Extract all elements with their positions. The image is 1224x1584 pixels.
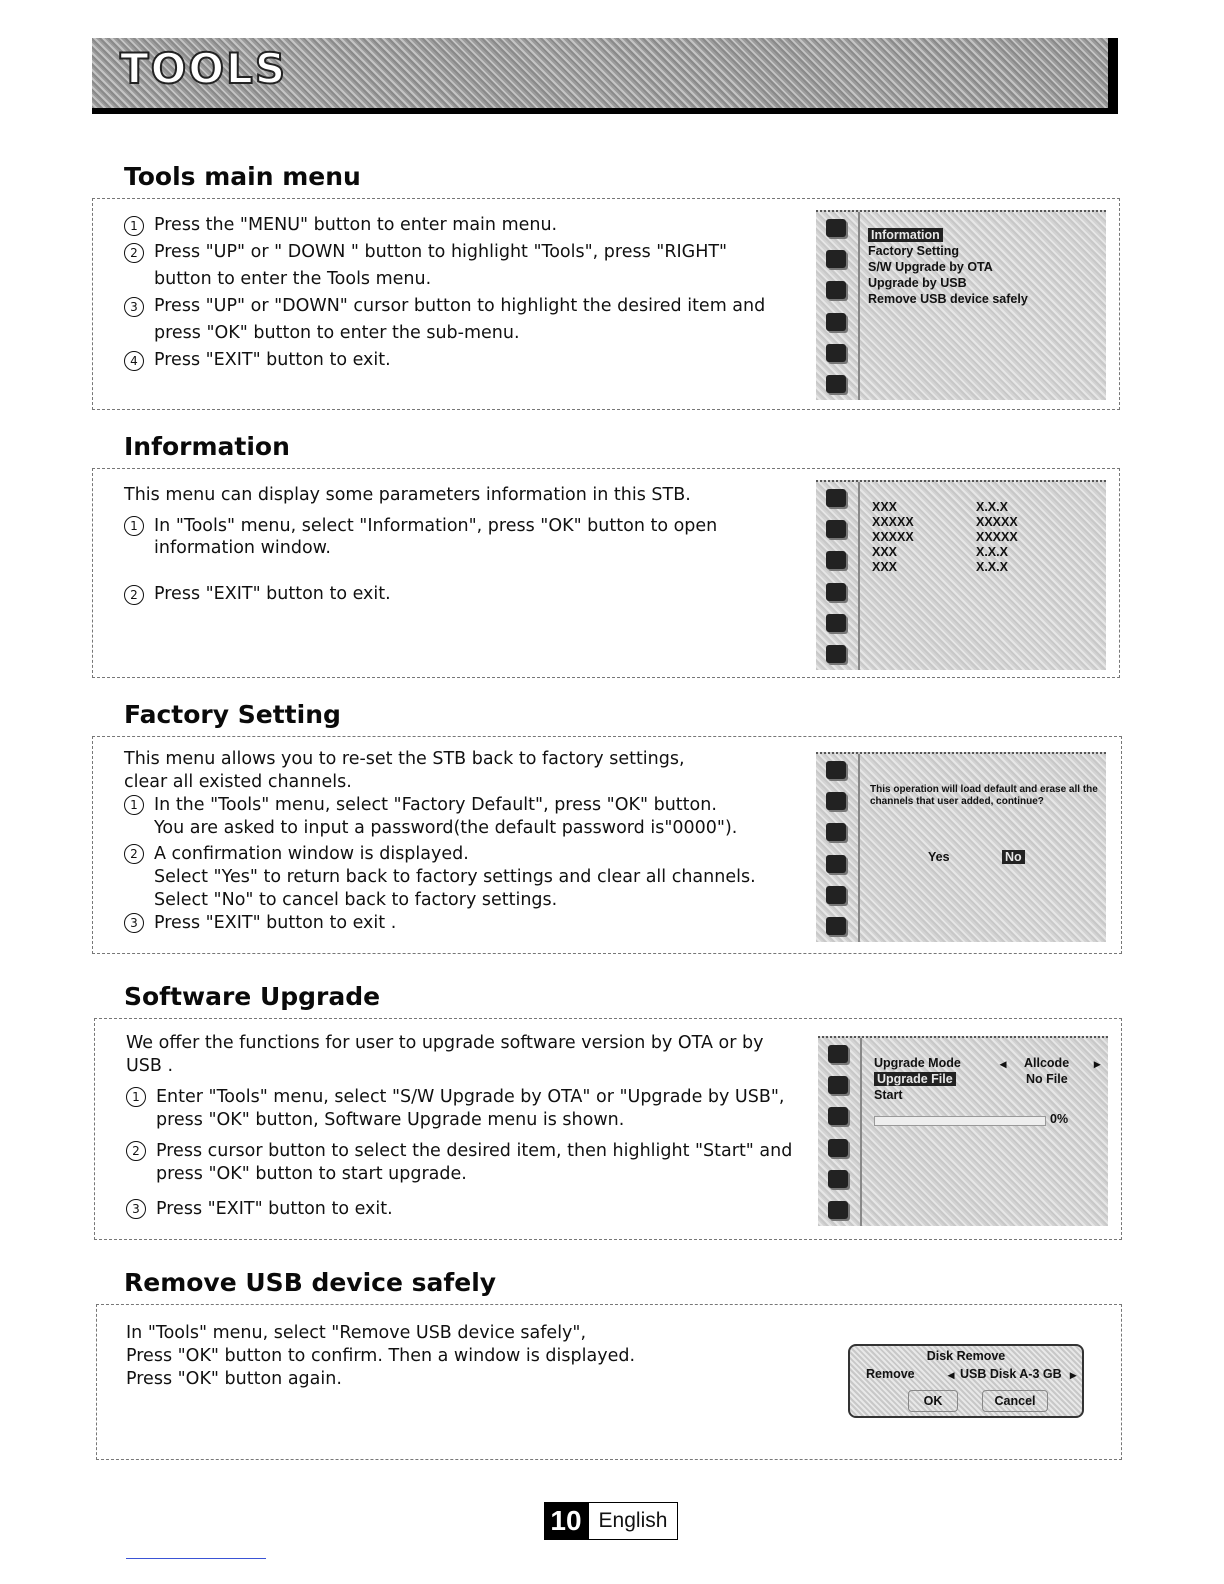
media-icon bbox=[826, 645, 846, 663]
step-text: Press the "MENU" button to enter main menu. bbox=[154, 215, 558, 235]
screen-divider bbox=[860, 1038, 862, 1226]
tools-icon bbox=[828, 1139, 848, 1157]
step-text: Press "UP" or " DOWN " button to highlight "Tools", press "RIGHT" button to enter the Tools menu. bbox=[154, 242, 728, 289]
step-item bbox=[126, 1086, 796, 1132]
screen-divider bbox=[858, 482, 860, 670]
step-number: 3 bbox=[124, 913, 144, 933]
section-title-main-menu: Tools main menu bbox=[124, 162, 361, 191]
section-title-remove-usb: Remove USB device safely bbox=[124, 1268, 497, 1297]
info-row-label: XXX bbox=[872, 500, 898, 514]
step-number: 1 bbox=[124, 216, 144, 236]
dialog-remove-label: Remove bbox=[866, 1367, 915, 1381]
info-row-value: XXXXX bbox=[976, 515, 1018, 529]
screen-menu-item: S/W Upgrade by OTA bbox=[868, 260, 993, 274]
media-icon bbox=[826, 375, 846, 393]
satellite-icon bbox=[828, 1076, 848, 1094]
step-text: In "Tools" menu, select "Information", press "OK" button to open information window. bbox=[154, 516, 718, 558]
step-text: In the "Tools" menu, select "Factory Default", press "OK" button. bbox=[154, 795, 717, 815]
upgrade-intro: We offer the functions for user to upgrade software version by OTA or by USB . bbox=[126, 1033, 764, 1076]
screen-upgrade-file-value: No File bbox=[1026, 1072, 1068, 1086]
footer-rule bbox=[126, 1558, 266, 1559]
media-icon bbox=[826, 917, 846, 935]
step-text: Press "EXIT" button to exit . bbox=[154, 913, 397, 933]
satellite-icon bbox=[826, 250, 846, 268]
tools-icon bbox=[826, 583, 846, 601]
step-text: Enter "Tools" menu, select "S/W Upgrade by OTA" or "Upgrade by USB", press "OK" button, Software Upgrade menu is shown. bbox=[156, 1087, 785, 1130]
remove-usb-line: Press "OK" button again. bbox=[126, 1369, 342, 1389]
screen-menu-item: Upgrade by USB bbox=[868, 276, 967, 290]
step-item bbox=[124, 239, 774, 293]
step-text: Select "No" to cancel back to factory settings. bbox=[154, 890, 558, 910]
step-item bbox=[124, 212, 774, 239]
left-arrow-icon: ◂ bbox=[948, 1368, 955, 1382]
step-text: Press "EXIT" button to exit. bbox=[154, 350, 391, 370]
right-arrow-icon: ▸ bbox=[1070, 1368, 1077, 1382]
step-number: 1 bbox=[126, 1087, 146, 1107]
upgrade-text bbox=[126, 1032, 796, 1221]
game-icon bbox=[828, 1170, 848, 1188]
step-text: You are asked to input a password(the default password is"0000"). bbox=[154, 818, 738, 838]
step-text: Select "Yes" to return back to factory settings and clear all channels. bbox=[154, 867, 756, 887]
dialog-disk-value: USB Disk A-3 GB bbox=[960, 1367, 1062, 1381]
screen-progress-value: 0% bbox=[1050, 1112, 1069, 1126]
tools-icon bbox=[826, 855, 846, 873]
screen-progress-bar bbox=[874, 1116, 1046, 1126]
section-title-software-upgrade: Software Upgrade bbox=[124, 982, 381, 1011]
info-row-label: XXX bbox=[872, 545, 898, 559]
screen-upgrade-mode-label: Upgrade Mode bbox=[874, 1056, 961, 1070]
step-number: 1 bbox=[124, 795, 144, 815]
dialog-cancel-button[interactable]: Cancel bbox=[982, 1390, 1048, 1412]
dialog-ok-button[interactable]: OK bbox=[908, 1390, 958, 1412]
section-title-information: Information bbox=[124, 432, 290, 461]
info-row-label: XXX bbox=[872, 560, 898, 574]
page-number: 10 bbox=[544, 1502, 588, 1540]
step-item bbox=[124, 581, 784, 608]
screen-icon-column bbox=[816, 754, 856, 942]
screen-menu-item: Remove USB device safely bbox=[868, 292, 1028, 306]
step-number: 3 bbox=[126, 1199, 146, 1219]
screen-upgrade-mode-value: Allcode bbox=[1024, 1056, 1070, 1070]
step-number: 2 bbox=[124, 844, 144, 864]
screenshot-information bbox=[816, 480, 1106, 670]
info-row-value: X.X.X bbox=[976, 500, 1008, 514]
tv-icon bbox=[828, 1045, 848, 1063]
media-icon bbox=[828, 1201, 848, 1219]
information-text bbox=[124, 482, 784, 608]
page-language: English bbox=[588, 1502, 678, 1540]
step-number: 2 bbox=[126, 1141, 146, 1161]
factory-intro-line: clear all existed channels. bbox=[124, 772, 352, 792]
step-item bbox=[124, 843, 804, 912]
info-row-label: XXXXX bbox=[872, 515, 914, 529]
screen-divider bbox=[858, 754, 860, 942]
step-item bbox=[124, 912, 804, 935]
game-icon bbox=[826, 344, 846, 362]
tools-icon bbox=[826, 313, 846, 331]
step-text: Press "UP" or "DOWN" cursor button to highlight the desired item and press "OK" button to enter the sub-menu. bbox=[154, 296, 766, 343]
screen-left-arrow-icon: ◂ bbox=[1000, 1057, 1007, 1071]
step-item bbox=[126, 1140, 796, 1186]
step-number: 2 bbox=[124, 585, 144, 605]
remove-usb-line: Press "OK" button to confirm. Then a window is displayed. bbox=[126, 1346, 636, 1366]
screen-yes-button: Yes bbox=[928, 850, 950, 864]
step-item bbox=[124, 515, 784, 559]
info-row-value: X.X.X bbox=[976, 545, 1008, 559]
screen-icon-column bbox=[816, 482, 856, 670]
game-icon bbox=[826, 886, 846, 904]
screen-right-arrow-icon: ▸ bbox=[1094, 1057, 1101, 1071]
main-menu-steps bbox=[124, 212, 774, 374]
settings-icon bbox=[826, 281, 846, 299]
settings-icon bbox=[826, 551, 846, 569]
remove-usb-line: In "Tools" menu, select "Remove USB device safely", bbox=[126, 1323, 587, 1343]
step-item bbox=[124, 347, 774, 374]
step-text: Press "EXIT" button to exit. bbox=[154, 584, 391, 604]
page-banner bbox=[92, 38, 1118, 114]
screen-no-button: No bbox=[1002, 850, 1025, 864]
screen-divider bbox=[858, 212, 860, 400]
screen-icon-column bbox=[818, 1038, 858, 1226]
info-row-value: X.X.X bbox=[976, 560, 1008, 574]
step-item bbox=[124, 293, 774, 347]
step-text: A confirmation window is displayed. bbox=[154, 844, 469, 864]
dialog-title: Disk Remove bbox=[926, 1349, 1006, 1363]
step-text: Press cursor button to select the desired item, then highlight "Start" and press "OK" button to start upgrade. bbox=[156, 1141, 793, 1184]
settings-icon bbox=[826, 823, 846, 841]
game-icon bbox=[826, 614, 846, 632]
info-row-label: XXXXX bbox=[872, 530, 914, 544]
step-item bbox=[126, 1198, 796, 1221]
screenshot-factory-setting bbox=[816, 752, 1106, 942]
settings-icon bbox=[828, 1107, 848, 1125]
remove-usb-text bbox=[126, 1322, 806, 1391]
screen-start-item: Start bbox=[874, 1088, 903, 1102]
step-number: 1 bbox=[124, 516, 144, 536]
info-row-value: XXXXX bbox=[976, 530, 1018, 544]
tv-icon bbox=[826, 761, 846, 779]
factory-intro-line: This menu allows you to re-set the STB back to factory settings, bbox=[124, 749, 685, 769]
step-number: 2 bbox=[124, 243, 144, 263]
section-title-factory-setting: Factory Setting bbox=[124, 700, 341, 729]
satellite-icon bbox=[826, 520, 846, 538]
tv-icon bbox=[826, 489, 846, 507]
step-text: Press "EXIT" button to exit. bbox=[156, 1199, 393, 1219]
screenshot-tools-menu bbox=[816, 210, 1106, 400]
screen-menu-item: Information bbox=[868, 228, 943, 242]
information-intro: This menu can display some parameters information in this STB. bbox=[124, 485, 691, 505]
page-title: TOOLS bbox=[120, 44, 288, 93]
screen-icon-column bbox=[816, 212, 856, 400]
satellite-icon bbox=[826, 792, 846, 810]
screen-menu-item: Factory Setting bbox=[868, 244, 959, 258]
screen-confirm-message: This operation will load default and erase all the channels that user added, continue? bbox=[870, 784, 1098, 807]
screen-disk-remove-dialog bbox=[848, 1344, 1084, 1418]
step-item bbox=[124, 794, 804, 840]
tv-icon bbox=[826, 219, 846, 237]
screen-upgrade-file-label: Upgrade File bbox=[874, 1072, 956, 1086]
factory-text bbox=[124, 748, 804, 935]
screenshot-software-upgrade bbox=[818, 1036, 1108, 1226]
step-number: 4 bbox=[124, 351, 144, 371]
step-number: 3 bbox=[124, 297, 144, 317]
